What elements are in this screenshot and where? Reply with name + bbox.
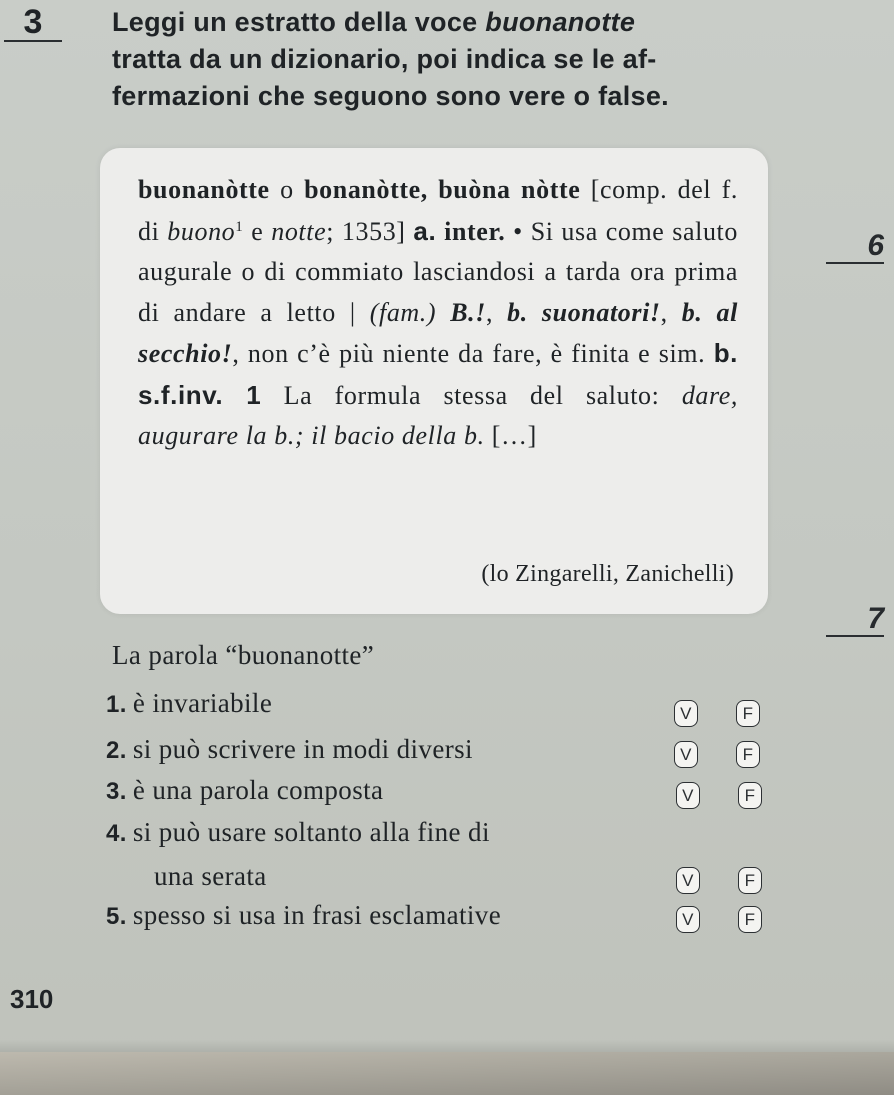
item-text: si può scrivere in modi diversi xyxy=(132,734,473,764)
margin-number-7: 7 xyxy=(826,603,884,637)
true-false-item xyxy=(106,900,786,940)
variant-spelling: buòna nòtte xyxy=(438,175,581,204)
source-title: lo Zingarelli xyxy=(489,561,613,587)
example: dare, augurare la b.; il bacio della b. xyxy=(138,380,739,450)
true-false-item xyxy=(106,688,786,728)
question-stem: La parola “buonanotte” xyxy=(112,640,375,670)
false-box[interactable]: F xyxy=(738,906,762,933)
dictionary-entry-box xyxy=(100,148,768,614)
sense-label-a: a. xyxy=(413,215,437,246)
item-text-continued: una serata xyxy=(154,861,267,891)
example: B.! xyxy=(436,297,486,327)
example: b. al secchio! xyxy=(138,297,738,368)
item-number: 2. xyxy=(106,737,127,764)
page-bottom-edge xyxy=(0,1052,894,1095)
false-box[interactable]: F xyxy=(736,700,760,727)
true-box[interactable]: V xyxy=(676,867,700,894)
dictionary-entry-text: buonanòtte o bonanòtte, buòna nòtte [comp. del f. di buono$^1$ e notte; 1353] a. inter. • Si usa come saluto augurale o di commiato lasciandosi a tarda ora prima di andare a letto | (fam.) B.!, b. suonatori!, b. al secchio!, non c’è più niente da fare, è finita e sim. b. s.f.inv. 1 La formula stessa del saluto: dare, augurare la b.; il bacio della b. […] xyxy=(138,175,739,450)
true-box[interactable]: V xyxy=(674,700,698,727)
false-box[interactable]: F xyxy=(738,782,762,809)
margin-number-6: 6 xyxy=(826,230,884,264)
variant-spelling: bonanòtte xyxy=(304,175,421,204)
false-box[interactable]: F xyxy=(736,741,760,768)
example: b. suonatori! xyxy=(507,297,661,327)
exercise-instruction xyxy=(112,4,812,115)
item-text: spesso si usa in frasi esclamative xyxy=(132,900,502,930)
exercise-number: 3 xyxy=(4,4,62,42)
instruction-text: Leggi un estratto della voce xyxy=(112,7,486,37)
definition: • Si usa come saluto augurale o di commiato lasciandosi a tarda ora prima di andare a letto | xyxy=(138,216,738,327)
register-label: (fam.) xyxy=(369,297,437,327)
item-number: 1. xyxy=(106,691,127,718)
item-text: è invariabile xyxy=(132,688,273,718)
part-of-speech: inter. xyxy=(436,216,506,246)
item-text: si può usare soltanto alla fine di xyxy=(132,817,490,847)
headword: buonanòtte xyxy=(138,175,270,204)
instruction-text: tratta da un dizionario, poi indica se le af- xyxy=(112,44,657,74)
true-box[interactable]: V xyxy=(676,906,700,933)
item-text: è una parola composta xyxy=(132,775,384,805)
true-box[interactable]: V xyxy=(674,741,698,768)
true-false-item xyxy=(106,734,786,774)
true-box[interactable]: V xyxy=(676,782,700,809)
part-of-speech: s.f.inv. xyxy=(138,379,224,410)
sense-label-b: b. xyxy=(713,338,738,368)
page-number: 310 xyxy=(10,984,54,1014)
instruction-text: fermazioni che seguono sono vere o false. xyxy=(112,81,669,111)
true-false-item xyxy=(106,775,786,815)
true-false-item xyxy=(106,817,786,897)
etymology: [comp. del f. di xyxy=(138,175,739,246)
item-number: 3. xyxy=(106,778,127,805)
dictionary-source: (lo Zingarelli, Zanichelli) xyxy=(481,561,734,587)
definition: La formula stessa del saluto: xyxy=(261,380,682,410)
instruction-keyword: buonanotte xyxy=(485,7,636,37)
subsense-number: 1 xyxy=(223,379,262,410)
false-box[interactable]: F xyxy=(738,867,762,894)
item-number: 5. xyxy=(106,903,127,930)
item-number: 4. xyxy=(106,820,127,847)
